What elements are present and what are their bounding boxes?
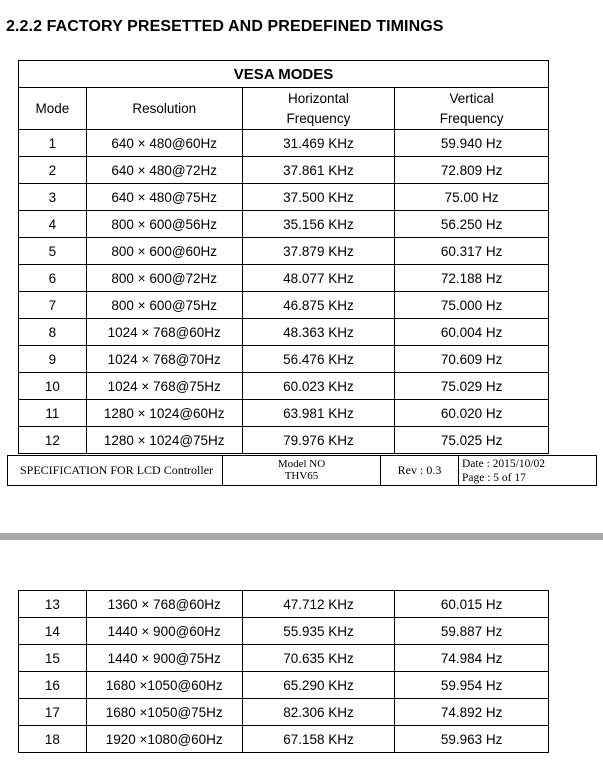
- cell-vertical-frequency: 74.892 Hz: [395, 699, 549, 726]
- footer-date-page-cell: [459, 456, 596, 485]
- cell-resolution: 1024 × 768@60Hz: [86, 319, 242, 346]
- cell-horizontal-frequency: 63.981 KHz: [242, 400, 395, 427]
- footer-model-cell: [223, 456, 381, 485]
- header-vertical-line1: Vertical: [449, 90, 494, 106]
- cell-mode: 5: [19, 238, 87, 265]
- table-row: [19, 672, 549, 699]
- cell-vertical-frequency: 72.188 Hz: [395, 265, 549, 292]
- cell-resolution: 1680 ×1050@60Hz: [86, 672, 242, 699]
- header-mode: Mode: [19, 88, 87, 130]
- table-row: [19, 346, 549, 373]
- cell-vertical-frequency: 75.029 Hz: [395, 373, 549, 400]
- cell-mode: 10: [19, 373, 87, 400]
- cell-resolution: 640 × 480@60Hz: [86, 130, 242, 157]
- cell-horizontal-frequency: 37.879 KHz: [242, 238, 395, 265]
- footer-revision: Rev : 0.3: [381, 456, 459, 485]
- table-row: [19, 319, 549, 346]
- cell-horizontal-frequency: 48.077 KHz: [242, 265, 395, 292]
- cell-vertical-frequency: 56.250 Hz: [395, 211, 549, 238]
- footer-model-value: THV65: [284, 470, 319, 482]
- cell-resolution: 1920 ×1080@60Hz: [86, 726, 242, 753]
- table-row: [19, 427, 549, 454]
- cell-horizontal-frequency: 82.306 KHz: [242, 699, 395, 726]
- cell-mode: 14: [19, 618, 87, 645]
- cell-resolution: 1440 × 900@60Hz: [86, 618, 242, 645]
- cell-resolution: 640 × 480@72Hz: [86, 157, 242, 184]
- cell-vertical-frequency: 75.000 Hz: [395, 292, 549, 319]
- cell-mode: 6: [19, 265, 87, 292]
- table-row: [19, 373, 549, 400]
- cell-vertical-frequency: 60.317 Hz: [395, 238, 549, 265]
- cell-vertical-frequency: 75.025 Hz: [395, 427, 549, 454]
- cell-resolution: 800 × 600@56Hz: [86, 211, 242, 238]
- cell-horizontal-frequency: 48.363 KHz: [242, 319, 395, 346]
- cell-vertical-frequency: 70.609 Hz: [395, 346, 549, 373]
- table-body-page1: [19, 130, 549, 454]
- cell-horizontal-frequency: 79.976 KHz: [242, 427, 395, 454]
- cell-horizontal-frequency: 67.158 KHz: [242, 726, 395, 753]
- header-horizontal-line1: Horizontal: [288, 90, 349, 106]
- table-row: [19, 157, 549, 184]
- cell-mode: 2: [19, 157, 87, 184]
- cell-resolution: 800 × 600@60Hz: [86, 238, 242, 265]
- header-vertical-frequency: [395, 88, 549, 130]
- cell-vertical-frequency: 74.984 Hz: [395, 645, 549, 672]
- table-body-page2: [19, 591, 549, 753]
- cell-mode: 1: [19, 130, 87, 157]
- cell-resolution: 1280 × 1024@75Hz: [86, 427, 242, 454]
- footer-page: Page : 5 of 17: [462, 472, 526, 484]
- cell-vertical-frequency: 59.954 Hz: [395, 672, 549, 699]
- table-row: [19, 265, 549, 292]
- cell-mode: 13: [19, 591, 87, 618]
- cell-vertical-frequency: 60.004 Hz: [395, 319, 549, 346]
- cell-vertical-frequency: 59.940 Hz: [395, 130, 549, 157]
- cell-mode: 16: [19, 672, 87, 699]
- cell-resolution: 800 × 600@75Hz: [86, 292, 242, 319]
- cell-vertical-frequency: 72.809 Hz: [395, 157, 549, 184]
- cell-vertical-frequency: 75.00 Hz: [395, 184, 549, 211]
- vesa-modes-table-continued: [18, 590, 549, 753]
- cell-resolution: 1440 × 900@75Hz: [86, 645, 242, 672]
- cell-horizontal-frequency: 56.476 KHz: [242, 346, 395, 373]
- document-footer: [7, 455, 597, 486]
- vesa-modes-table: [18, 60, 549, 454]
- page-break-divider: [0, 533, 603, 540]
- table-row: [19, 591, 549, 618]
- table-row: [19, 699, 549, 726]
- cell-resolution: 800 × 600@72Hz: [86, 265, 242, 292]
- cell-horizontal-frequency: 47.712 KHz: [242, 591, 395, 618]
- table-row: [19, 400, 549, 427]
- cell-mode: 18: [19, 726, 87, 753]
- cell-horizontal-frequency: 35.156 KHz: [242, 211, 395, 238]
- cell-horizontal-frequency: 46.875 KHz: [242, 292, 395, 319]
- cell-mode: 9: [19, 346, 87, 373]
- cell-resolution: 1360 × 768@60Hz: [86, 591, 242, 618]
- section-heading: 2.2.2 FACTORY PRESETTED AND PREDEFINED TIMINGS: [6, 18, 444, 35]
- table-title: VESA MODES: [19, 61, 549, 88]
- cell-mode: 7: [19, 292, 87, 319]
- cell-resolution: 1280 × 1024@60Hz: [86, 400, 242, 427]
- table-row: [19, 130, 549, 157]
- header-resolution: Resolution: [86, 88, 242, 130]
- header-horizontal-line2: Frequency: [286, 110, 351, 126]
- header-horizontal-frequency: [242, 88, 395, 130]
- table-row: [19, 211, 549, 238]
- cell-horizontal-frequency: 65.290 KHz: [242, 672, 395, 699]
- cell-mode: 17: [19, 699, 87, 726]
- footer-date: Date : 2015/10/02: [462, 458, 546, 470]
- cell-vertical-frequency: 60.015 Hz: [395, 591, 549, 618]
- table-row: [19, 618, 549, 645]
- cell-mode: 12: [19, 427, 87, 454]
- cell-resolution: 1680 ×1050@75Hz: [86, 699, 242, 726]
- cell-horizontal-frequency: 31.469 KHz: [242, 130, 395, 157]
- cell-horizontal-frequency: 37.500 KHz: [242, 184, 395, 211]
- cell-horizontal-frequency: 55.935 KHz: [242, 618, 395, 645]
- cell-resolution: 1024 × 768@75Hz: [86, 373, 242, 400]
- table-row: [19, 238, 549, 265]
- cell-vertical-frequency: 59.887 Hz: [395, 618, 549, 645]
- cell-mode: 15: [19, 645, 87, 672]
- table-row: [19, 184, 549, 211]
- cell-vertical-frequency: 59.963 Hz: [395, 726, 549, 753]
- cell-mode: 4: [19, 211, 87, 238]
- footer-model-label: Model NO: [277, 458, 326, 470]
- cell-mode: 11: [19, 400, 87, 427]
- cell-resolution: 1024 × 768@70Hz: [86, 346, 242, 373]
- cell-resolution: 640 × 480@75Hz: [86, 184, 242, 211]
- footer-spec-title: SPECIFICATION FOR LCD Controller: [8, 456, 223, 485]
- header-vertical-line2: Frequency: [439, 110, 504, 126]
- cell-vertical-frequency: 60.020 Hz: [395, 400, 549, 427]
- cell-mode: 8: [19, 319, 87, 346]
- cell-horizontal-frequency: 60.023 KHz: [242, 373, 395, 400]
- cell-horizontal-frequency: 37.861 KHz: [242, 157, 395, 184]
- cell-mode: 3: [19, 184, 87, 211]
- cell-horizontal-frequency: 70.635 KHz: [242, 645, 395, 672]
- table-row: [19, 726, 549, 753]
- table-row: [19, 645, 549, 672]
- table-row: [19, 292, 549, 319]
